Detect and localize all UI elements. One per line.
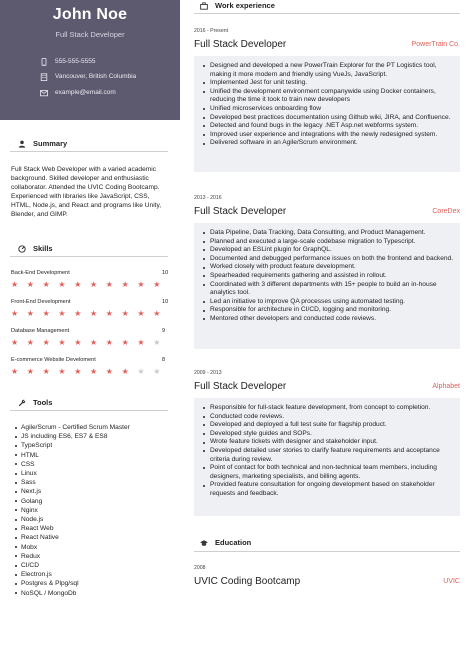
skill-name: E-commerce Website Develoment [11,357,96,363]
rating-star-icon: ★ [11,338,19,347]
job-bullet: Detected and found bugs in the legacy .NET Asp.net webforms system. [210,122,454,131]
rating-star-icon: ★ [58,309,66,318]
rating-star-icon: ★ [153,309,161,318]
skills-heading [18,244,53,253]
tool-item: CI/CD [21,561,130,570]
rating-star-icon: ★ [121,367,129,376]
job-bullet: Developed an ESLint plugin for GraphQL. [210,246,454,255]
job-title: Full Stack Developer [194,206,287,217]
tool-item: JS including ES6, ES7 & ES8 [21,432,130,441]
rating-star-icon: ★ [74,309,82,318]
job-bullets [210,62,454,148]
rating-star-icon: ★ [121,309,129,318]
job-bullets [210,229,454,324]
building-icon [40,73,48,81]
job-bullet: Wrote feature tickets with designer and stakeholder input. [210,438,454,447]
job-bullet: Designed and developed a new PowerTrain Explorer for the PT Logistics tool, making it more modern and friendly using VueJs, JavaScript. [210,62,454,79]
job-bullet: Developed and deployed a full test suite for flagship product. [210,421,454,430]
envelope-icon [40,89,48,97]
job-bullet: Developed best practices documentation using Github wiki, JIRA, and Confluence. [210,114,454,123]
rating-star-icon: ★ [137,338,145,347]
job-bullet: Led an initiative to improve QA processes using automated testing. [210,298,454,307]
job-bullet: Implemented Jest for unit testing. [210,79,454,88]
job-bullet: Responsible for architecture in CI/CD, logging and monitoring. [210,306,454,315]
rating-star-icon: ★ [90,367,98,376]
job-bullet: Delivered software in an Agile/Scrum environment. [210,139,454,148]
rating-star-icon: ★ [26,280,34,289]
job-bullet: Conducted code reviews. [210,413,454,422]
contact-location [42,73,136,80]
summary-divider [10,151,168,152]
job-bullet: Developed style guides and SOPs. [210,430,454,439]
tool-item: Agile/Scrum - Certified Scrum Master [21,424,130,431]
phone-text: 555-555-5555 [55,58,96,65]
rating-star-icon: ★ [90,338,98,347]
right-column [180,0,474,668]
tool-item: React Native [21,533,130,542]
tool-item: Next.js [21,487,130,496]
job-details-box [194,398,460,516]
tools-list [21,423,130,598]
education-school: UVIC [443,578,460,585]
rating-star-icon: ★ [42,338,50,347]
graduation-cap-icon [200,539,208,547]
job-details-box [194,56,460,172]
job-bullet: Unified microservices onboarding flow [210,105,454,114]
briefcase-icon [200,2,208,10]
rating-star-icon: ★ [121,280,129,289]
wrench-icon [18,399,26,407]
rating-star-icon: ★ [105,309,113,318]
tool-item: React Web [21,524,130,533]
job-bullet: Point of contact for both technical and non-technical team members, including designers, marketing specialists, and billing agents. [210,464,454,481]
rating-star-icon: ★ [74,280,82,289]
skill-value: 10 [162,270,169,276]
job-bullet: Responsible for full-stack feature development, from concept to completion. [210,404,454,413]
rating-star-icon: ★ [11,280,19,289]
email-link[interactable]: example@email.com [55,89,116,96]
contact-phone [42,58,95,65]
job-company: Alphabet [432,383,460,390]
rating-star-icon: ★ [105,338,113,347]
tool-item: HTML [21,451,130,460]
job-date: 2013 - 2016 [194,195,222,201]
skill-name: Back-End Development [11,270,70,276]
rating-star-icon: ★ [58,367,66,376]
phone-icon [40,58,48,66]
skills-divider [10,256,168,257]
tool-item: NoSQL / MongoDb [21,589,130,598]
rating-star-icon: ★ [90,309,98,318]
skill-value: 10 [162,299,169,305]
job-bullet: Worked closely with product feature development. [210,263,454,272]
job-date: 2009 - 2013 [194,370,222,376]
education-heading [200,538,251,547]
contact-email[interactable] [42,89,116,96]
tool-item: Linux [21,469,130,478]
tool-item: Electron.js [21,570,130,579]
job-title: Full Stack Developer [194,39,287,50]
left-column [0,0,180,668]
rating-star-icon: ★ [137,309,145,318]
job-title: Full Stack Developer [194,381,287,392]
skill-name: Database Management [11,328,70,334]
skill-name: Front-End Development [11,299,71,305]
rating-star-icon: ★ [58,338,66,347]
location-text: Vancouver, British Columbia [55,73,137,80]
rating-star-icon: ★ [137,280,145,289]
education-divider [194,551,460,552]
skills-heading-text: Skills [33,244,53,253]
rating-star-icon: ★ [121,338,129,347]
rating-star-icon: ★ [26,309,34,318]
tool-item: CSS [21,460,130,469]
tool-item: Nginx [21,506,130,515]
skill-rating [11,339,169,347]
skill-value: 8 [162,357,166,363]
tool-item: TypeScript [21,441,130,450]
profile-header [0,0,180,120]
rating-star-icon: ★ [42,309,50,318]
gauge-icon [18,245,26,253]
rating-star-icon: ★ [42,367,50,376]
job-bullet: Data Pipeline, Data Tracking, Data Consulting, and Product Management. [210,229,454,238]
rating-star-icon: ★ [137,367,145,376]
tools-divider [10,410,168,411]
job-company: PowerTrain Co. [411,41,460,48]
job-bullet: Planned and executed a large-scale codebase migration to Typescript. [210,238,454,247]
profile-name: John Noe [52,6,128,23]
rating-star-icon: ★ [26,367,34,376]
job-bullet: Developed detailed user stories to clarify feature requirements and acceptance criteria during review. [210,447,454,464]
summary-heading-text: Summary [33,139,68,148]
job-bullet: Spearheaded requirements gathering and assisted in rollout. [210,272,454,281]
job-company: CoreDex [432,208,460,215]
work-heading [200,1,275,10]
rating-star-icon: ★ [74,338,82,347]
skill-rating [11,281,169,289]
user-icon [18,140,26,148]
tool-item: Mobx [21,543,130,552]
skill-rating [11,368,169,376]
rating-star-icon: ★ [153,338,161,347]
rating-star-icon: ★ [11,309,19,318]
job-bullet: Provided feature consultation for ongoing development based on stakeholder requests and feedback. [210,481,454,498]
rating-star-icon: ★ [153,367,161,376]
work-heading-text: Work experience [215,1,275,10]
tool-item: Node.js [21,515,130,524]
tool-item: Redux [21,552,130,561]
work-divider [194,13,460,14]
job-bullet: Documented and debugged performance issues on both the frontend and backend. [210,254,454,262]
profile-title: Full Stack Developer [55,30,125,39]
rating-star-icon: ★ [58,280,66,289]
rating-star-icon: ★ [11,367,19,376]
job-bullet: Unified the development environment companywide using Docker containers, reducing the time it took to train new developers [210,88,454,105]
rating-star-icon: ★ [153,280,161,289]
education-date: 2008 [194,565,206,571]
rating-star-icon: ★ [42,280,50,289]
tool-item: Postgres & Plpg/sql [21,579,130,588]
job-bullet: Coordinated with 3 different departments with 15+ people to build an in-house analytics tool. [210,281,454,298]
skill-value: 9 [162,328,166,334]
job-details-box [194,223,460,349]
job-bullet: Improved user experience and integrations with the newly redesigned system. [210,131,454,140]
education-title: UVIC Coding Bootcamp [194,576,301,587]
rating-star-icon: ★ [26,338,34,347]
tool-item: Golang [21,497,130,506]
tools-heading [18,398,52,407]
rating-star-icon: ★ [105,367,113,376]
skill-rating [11,310,169,318]
rating-star-icon: ★ [90,280,98,289]
job-bullets [210,404,454,499]
rating-star-icon: ★ [105,280,113,289]
job-bullet: Mentored other developers and conducted code reviews. [210,315,454,324]
tool-item: Sass [21,478,130,487]
job-date: 2016 - Present [194,28,229,34]
summary-heading [18,139,67,148]
education-heading-text: Education [215,538,252,547]
tools-heading-text: Tools [33,398,53,407]
rating-star-icon: ★ [74,367,82,376]
summary-text: Full Stack Web Developer with a varied academic background. Skilled developer and enthusiastic collaborator. Attended the UVIC Coding Bootcamp. Experienced with libraries like JavaScript, CSS, HTML, Node.js, and React and programs like Unity, Blender, and GIMP. [11,166,162,218]
